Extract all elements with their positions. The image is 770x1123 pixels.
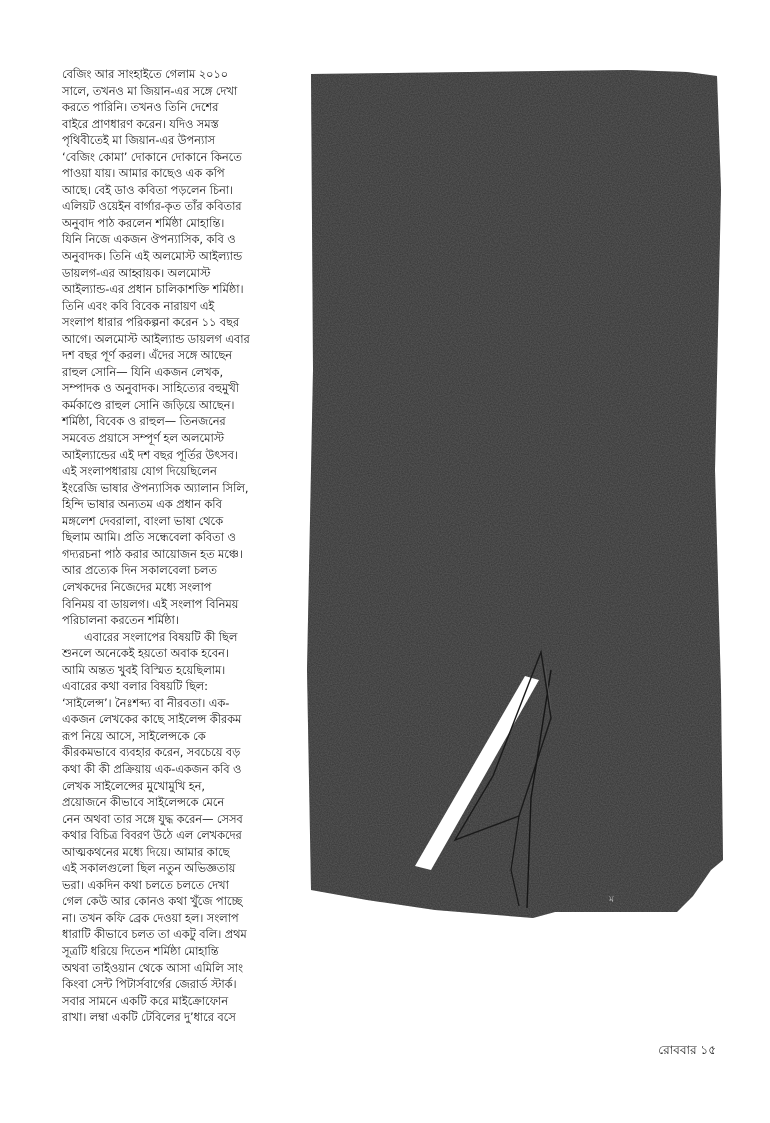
article-line: গদ্যরচনা পাঠ করার আয়োজন হত মঞ্চে। bbox=[62, 546, 243, 561]
article-line: এই সকালগুলো ছিল নতুন অভিজ্ঞতায় bbox=[62, 861, 236, 876]
article-line: কিংবা সেন্ট পিটার্সবার্গের জেরার্ড স্টার্ক। bbox=[62, 977, 237, 992]
article-line: দশ বছর পূর্ণ করল। এঁদের সঙ্গে আছেন bbox=[62, 348, 232, 363]
article-line: এই সংলাপধারায় যোগ দিয়েছিলেন bbox=[62, 464, 217, 479]
article-line: পাওয়া যায়। আমার কাছেও এক কপি bbox=[62, 166, 225, 181]
article-line: ছিলাম আমি। প্রতি সন্ধেবেলা কবিতা ও bbox=[62, 530, 236, 545]
article-line: অথবা তাইওয়ান থেকে আসা এমিলি সাং bbox=[62, 960, 243, 975]
article-line: যিনি নিজে একজন ঔপন্যাসিক, কবি ও bbox=[62, 232, 236, 247]
article-line: বেজিং আর সাংহাইতে গেলাম ২০১০ bbox=[62, 67, 228, 81]
article-line: আমি অন্তত খুবই বিস্মিত হয়েছিলাম। bbox=[62, 662, 226, 677]
article-line: রাহুল সোনি— যিনি একজন লেখক, bbox=[62, 364, 223, 379]
article-line: অনুবাদক। তিনি এই অলমোস্ট আইল্যান্ড bbox=[62, 249, 243, 264]
article-line: পরিচালনা করতেন শর্মিষ্ঠা। bbox=[62, 613, 179, 628]
article-line: এবারের কথা বলার বিষয়টি ছিল: bbox=[62, 679, 208, 694]
article-line: অনুবাদ পাঠ করলেন শর্মিষ্ঠা মোহান্তি। bbox=[62, 215, 225, 230]
artwork-svg bbox=[305, 70, 725, 930]
article-line: সালে, তখনও মা জিয়ান-এর সঙ্গে দেখা bbox=[62, 83, 238, 98]
article-line: রূপ নিয়ে আসে, সাইলেন্সকে কে bbox=[62, 728, 206, 743]
artist-mark: ম bbox=[609, 895, 614, 905]
article-line: করতে পারিনি। তখনও তিনি দেশের bbox=[62, 100, 219, 115]
article-line: আছে। বেই ডাও কবিতা পড়লেন চিনা। bbox=[62, 182, 233, 197]
article-line: শুনলে অনেকেই হয়তো অবাক হবেন। bbox=[62, 646, 229, 661]
article-text-column bbox=[62, 66, 290, 1026]
article-line: নেন অথবা তার সঙ্গে যুদ্ধ করেন— সেসব bbox=[62, 811, 243, 826]
article-line: মঙ্গলেশ দেবরালা, বাংলা ভাষা থেকে bbox=[62, 513, 224, 528]
article-line: বিনিময় বা ডায়লগ। এই সংলাপ বিনিময় bbox=[62, 596, 239, 611]
article-line: বাইরে প্রাণধারণ করেন। যদিও সমস্ত bbox=[62, 116, 219, 131]
article-line: সমবেত প্রয়াসে সম্পূর্ণ হল অলমোস্ট bbox=[62, 431, 224, 446]
article-line: রাখা। লম্বা একটি টেবিলের দু’ধারে বসে bbox=[62, 1010, 236, 1025]
article-line: কর্মকাণ্ডে রাহুল সোনি জড়িয়ে আছেন। bbox=[62, 397, 235, 412]
article-line: হিন্দি ভাষার অন্যতম এক প্রধান কবি bbox=[62, 497, 222, 512]
article-line: এলিয়ট ওয়েইন বার্গার-কৃত তাঁর কবিতার bbox=[62, 199, 242, 214]
article-line: ধারাটি কীভাবে চলত তা একটু বলি। প্রথম bbox=[62, 927, 247, 942]
article-line: আইল্যান্ডের এই দশ বছর পূর্তির উৎসব। bbox=[62, 447, 238, 462]
article-line: একজন লেখকের কাছে সাইলেন্স কীরকম bbox=[62, 712, 242, 727]
article-line: আগে। অলমোস্ট আইল্যান্ড ডায়লগ এবার bbox=[62, 331, 250, 346]
article-line: তিনি এবং কবি বিবেক নারায়ণ এই bbox=[62, 298, 215, 313]
article-line: সূত্রটি ধরিয়ে দিতেন শর্মিষ্ঠা মোহান্তি bbox=[62, 943, 219, 958]
article-line: সংলাপ ধারার পরিকল্পনা করেন ১১ বছর bbox=[62, 315, 240, 330]
article-line: না। তখন কফি ব্রেক দেওয়া হল। সংলাপ bbox=[62, 910, 239, 925]
article-line: এবারের সংলাপের বিষয়টি কী ছিল bbox=[84, 629, 238, 644]
article-line: প্রয়োজনে কীভাবে সাইলেন্সকে মেনে bbox=[62, 795, 225, 810]
article-line: শর্মিষ্ঠা, বিবেক ও রাহুল— তিনজনের bbox=[62, 414, 226, 429]
article-line: ‘বেজিং কোমা’ দোকানে দোকানে কিনতে bbox=[62, 149, 242, 164]
article-line: আত্মকথনের মধ্যে দিয়ে। আমার কাছে bbox=[62, 844, 230, 859]
page-footer-label: রোববার ১৫ bbox=[658, 1043, 716, 1057]
article-line: ইংরেজি ভাষার ঔপন্যাসিক অ্যালান সিলি, bbox=[62, 480, 249, 495]
paper-texture bbox=[307, 70, 723, 918]
article-line: সবার সামনে একটি করে মাইক্রোফোন bbox=[62, 993, 228, 1008]
torn-paper-artwork bbox=[305, 70, 725, 930]
article-line: ‘সাইলেন্স’। নৈঃশব্দ্য বা নীরবতা। এক- bbox=[62, 695, 230, 710]
article-line: লেখক সাইলেন্সের মুখোমুখি হন, bbox=[62, 778, 205, 793]
article-line: লেখকদের নিজেদের মধ্যে সংলাপ bbox=[62, 579, 212, 594]
article-line: কথা কী কী প্রক্রিয়ায় এক-একজন কবি ও bbox=[62, 761, 242, 776]
article-line: ডায়লগ-এর আহ্বায়ক। অলমোস্ট bbox=[62, 265, 211, 280]
article-line: আইল্যান্ড-এর প্রধান চালিকাশক্তি শর্মিষ্ঠা। bbox=[62, 282, 244, 297]
article-line: সম্পাদক ও অনুবাদক। সাহিত্যের বহুমুখী bbox=[62, 381, 239, 396]
article-line: পৃথিবীতেই মা জিয়ান-এর উপন্যাস bbox=[62, 133, 215, 148]
article-line: আর প্রত্যেক দিন সকালবেলা চলত bbox=[62, 563, 217, 578]
article-line: গেল কেউ আর কোনও কথা খুঁজে পাচ্ছে bbox=[62, 894, 243, 909]
article-line: ভরা। একদিন কথা চলতে চলতে দেখা bbox=[62, 877, 229, 892]
article-line: কথার বিচিত্র বিবরণ উঠে এল লেখকদের bbox=[62, 828, 242, 843]
article-line: কীরকমভাবে ব্যবহার করেন, সবচেয়ে বড় bbox=[62, 745, 241, 760]
